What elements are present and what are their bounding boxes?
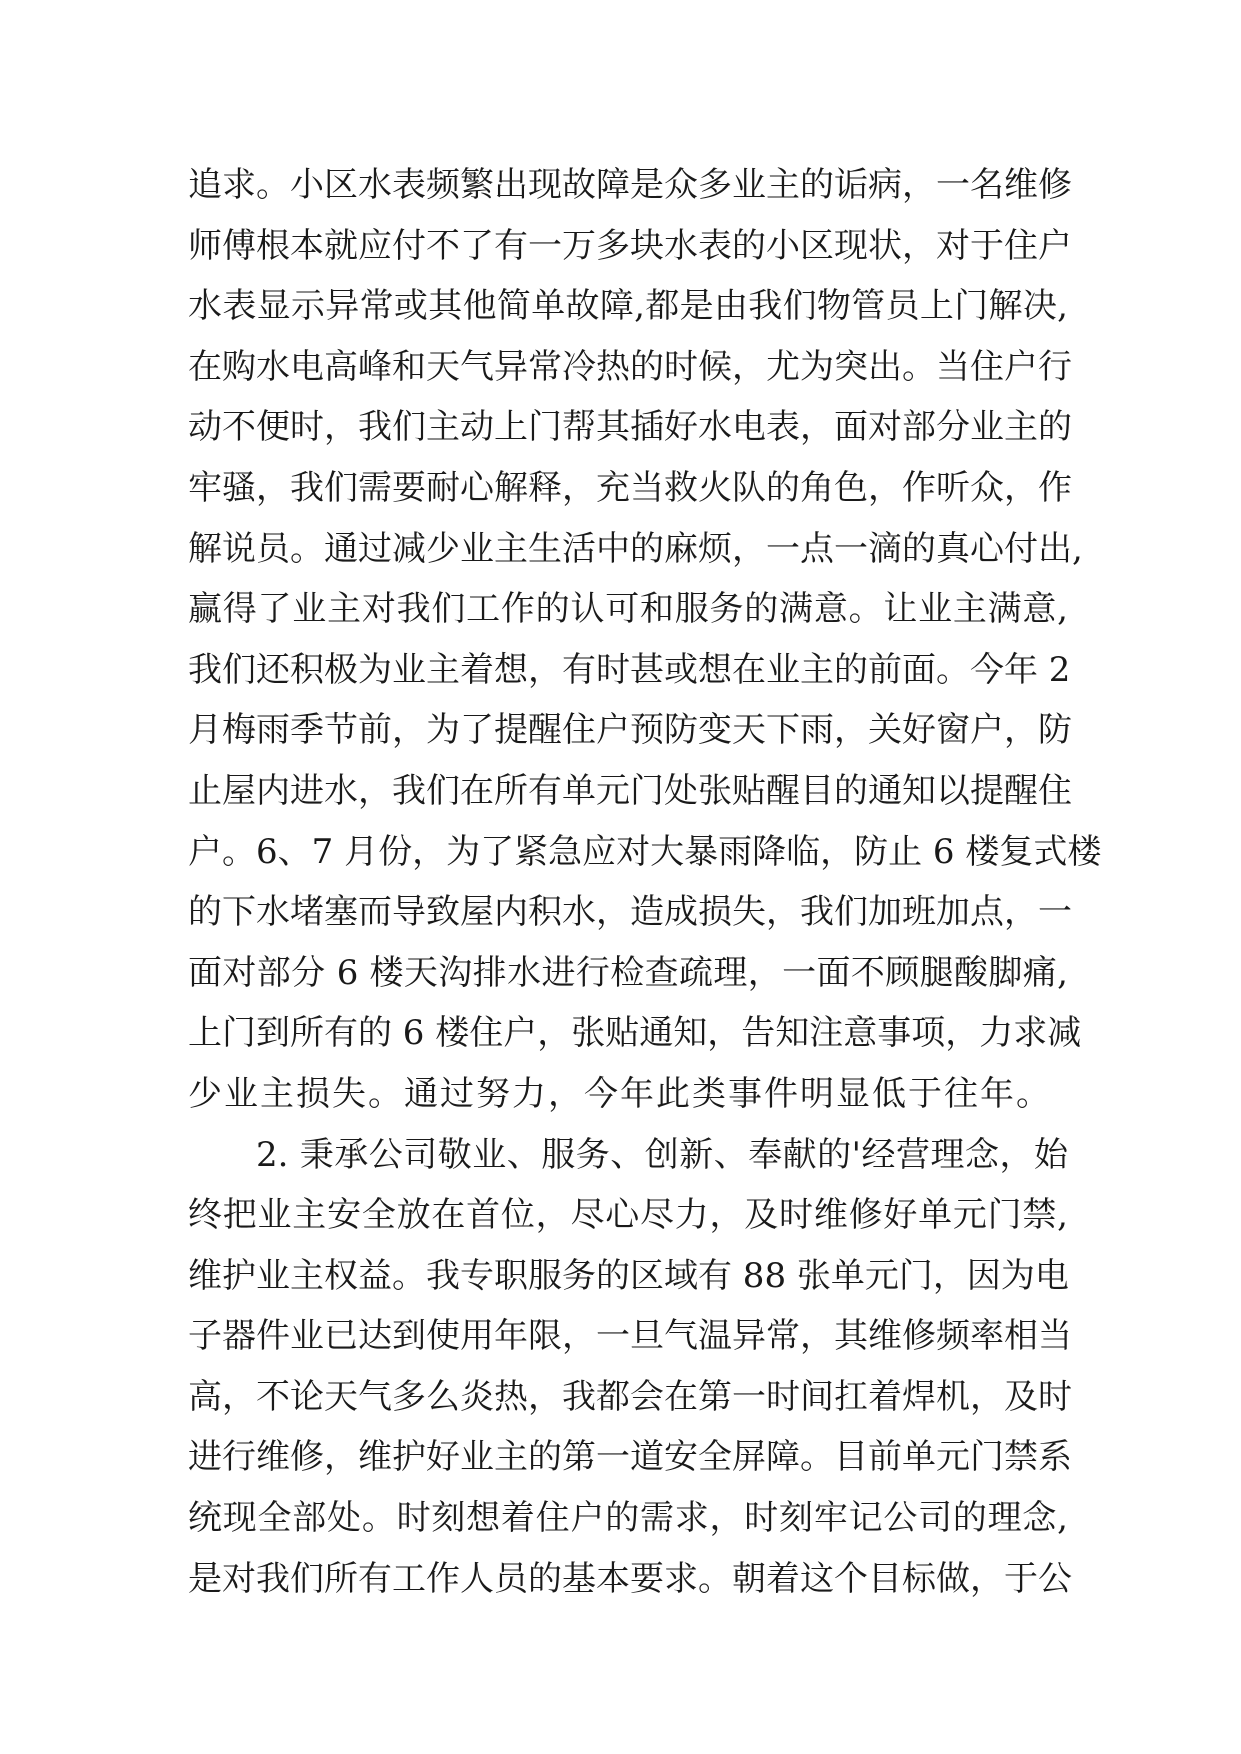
body-text <box>188 155 1102 1609</box>
text-line: 进行维修，维护好业主的第一道安全屏障。目前单元门禁系 <box>188 1437 1072 1478</box>
text-line: 维护业主权益。我专职服务的区域有 88 张单元门，因为电 <box>188 1255 1069 1296</box>
text-line: 赢得了业主对我们工作的认可和服务的满意。让业主满意, <box>188 589 1068 630</box>
text-line: 子器件业已达到使用年限，一旦气温异常，其维修频率相当 <box>188 1316 1072 1357</box>
text-line: 统现全部处。时刻想着住户的需求，时刻牢记公司的理念, <box>188 1498 1068 1539</box>
text-line: 解说员。通过减少业主生活中的麻烦，一点一滴的真心付出, <box>188 528 1083 569</box>
text-line: 是对我们所有工作人员的基本要求。朝着这个目标做，于公 <box>188 1558 1072 1599</box>
text-line: 动不便时，我们主动上门帮其插好水电表，面对部分业主的 <box>188 407 1072 448</box>
text-line: 在购水电高峰和天气异常冷热的时候，尤为突出。当住户行 <box>188 346 1072 387</box>
paragraph-end-line: 少业主损失。通过努力，今年此类事件明显低于往年。 <box>188 1073 1052 1114</box>
text-line: 的下水堵塞而导致屋内积水，造成损失，我们加班加点，一 <box>188 892 1072 933</box>
text-line: 止屋内进水，我们在所有单元门处张贴醒目的通知以提醒住 <box>188 770 1072 811</box>
text-line: 我们还积极为业主着想，有时甚或想在业主的前面。今年 2 <box>188 649 1071 690</box>
text-line: 师傅根本就应付不了有一万多块水表的小区现状，对于住户 <box>188 225 1072 266</box>
text-line: 面对部分 6 楼天沟排水进行检查疏理，一面不顾腿酸脚痛, <box>188 952 1068 993</box>
text-line: 追求。小区水表频繁出现故障是众多业主的诟病，一名维修 <box>188 165 1072 205</box>
text-line: 终把业主安全放在首位，尽心尽力，及时维修好单元门禁, <box>188 1195 1068 1236</box>
paragraph-start-line: 2. 秉承公司敬业、服务、创新、奉献的'经营理念，始 <box>256 1134 1068 1175</box>
text-line: 户。6、7 月份，为了紧急应对大暴雨降临，防止 6 楼复式楼 <box>188 831 1102 872</box>
text-line: 上门到所有的 6 楼住户，张贴通知，告知注意事项，力求减 <box>188 1013 1082 1054</box>
text-line: 高，不论天气多么炎热，我都会在第一时间扛着焊机，及时 <box>188 1376 1072 1417</box>
text-line: 牢骚，我们需要耐心解释，充当救火队的角色，作听众，作 <box>188 467 1072 508</box>
text-line: 水表显示异常或其他简单故障,都是由我们物管员上门解决, <box>188 286 1068 327</box>
text-line: 月梅雨季节前，为了提醒住户预防变天下雨，关好窗户，防 <box>188 710 1072 751</box>
